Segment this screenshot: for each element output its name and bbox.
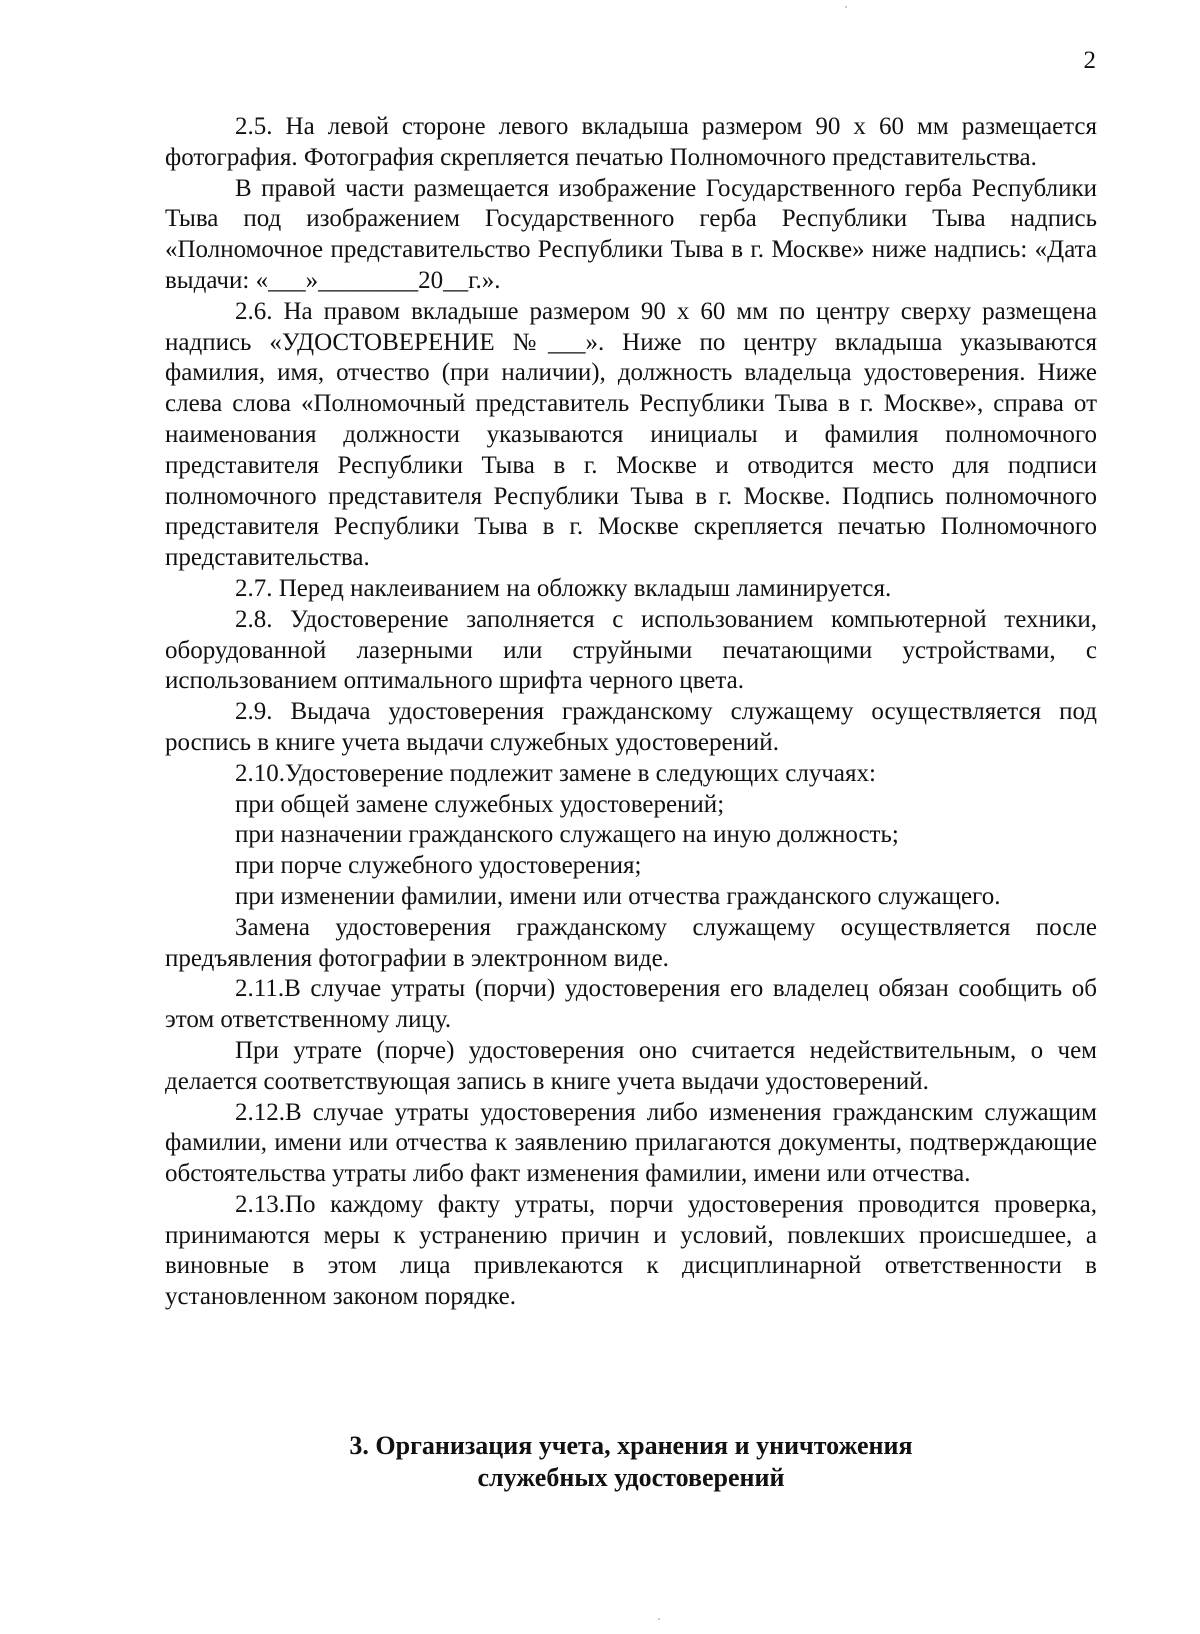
paragraph-2-11: 2.11.В случае утраты (порчи) удостоверения его владелец обязан сообщить об этом ответственному лицу.: [165, 975, 1097, 1034]
paragraph-2-6: 2.6. На правом вкладыше размером 90 х 60 мм по центру сверху размещена надпись «УДОСТОВЕРЕНИЕ №___». Ниже по центру вкладыша указываются фамилия, имя, отчество (при наличии), должность владельца удостоверения. Ниже слева слова «Полномочный представитель Республики Тыва в г. Москве», справа от наименования должности указываются инициалы и фамилия полномочного представителя Республики Тыва в г. Москве и отводится место для подписи полномочного представителя Республики Тыва в г. Москве. Подпись полномочного представителя Республики Тыва в г. Москве скрепляется печатью Полномочного представительства.: [165, 297, 1097, 572]
section-heading: [165, 1430, 1097, 1494]
page-number: 2: [1083, 47, 1096, 74]
list-item-replacement-case: при изменении фамилии, имени или отчества гражданского служащего.: [235, 882, 1001, 910]
list-item-replacement-case: при порче служебного удостоверения;: [235, 852, 642, 880]
paragraph-2-7: 2.7. Перед наклеиванием на обложку вкладыш ламинируется.: [235, 574, 892, 602]
scan-dust-mark: [658, 1618, 660, 1620]
paragraph-2-12: 2.12.В случае утраты удостоверения либо изменения гражданским служащим фамилии, имени или отчества к заявлению прилагаются документы, подтверждающие обстоятельства утраты либо факт изменения фамилии, имени или отчества.: [165, 1098, 1097, 1188]
paragraph-2-10: 2.10.Удостоверение подлежит замене в следующих случаях:: [235, 759, 876, 787]
document-body: [165, 112, 1097, 1313]
list-item-replacement-case: при общей замене служебных удостоверений;: [235, 790, 725, 818]
paragraph-2-8: 2.8. Удостоверение заполняется с использованием компьютерной техники, оборудованной лазерными или струйными печатающими устройствами, с использованием оптимального шрифта черного цвета.: [165, 605, 1097, 695]
section-heading-line-2: служебных удостоверений: [477, 1463, 785, 1492]
paragraph-loss-note: При утрате (порче) удостоверения оно считается недействительным, о чем делается соответствующая запись в книге учета выдачи удостоверений.: [165, 1036, 1097, 1095]
paragraph-2-5: 2.5. На левой стороне левого вкладыша размером 90 х 60 мм размещается фотография. Фотография скрепляется печатью Полномочного представительства.: [165, 113, 1097, 171]
paragraph-replacement-note: Замена удостоверения гражданскому служащему осуществляется после предъявления фотографии в электронном виде.: [165, 913, 1097, 972]
section-heading-line-1: 3. Организация учета, хранения и уничтожения: [349, 1431, 913, 1460]
paragraph-2-5-right-part: В правой части размещается изображение Государственного герба Республики Тыва под изображением Государственного герба Республики Тыва надпись «Полномочное представительство Республики Тыва в г. Москве» ниже надпись: «Дата выдачи: «___»________20__г.».: [165, 174, 1097, 294]
paragraph-2-9: 2.9. Выдача удостоверения гражданскому служащему осуществляется под роспись в книге учета выдачи служебных удостоверений.: [165, 698, 1097, 756]
list-item-replacement-case: при назначении гражданского служащего на иную должность;: [235, 821, 899, 849]
paragraph-2-13: 2.13.По каждому факту утраты, порчи удостоверения проводится проверка, принимаются меры к устранению причин и условий, повлекших происшедшее, а виновные в этом лица привлекаются к дисциплинарной ответственности в установленном законом порядке.: [165, 1190, 1097, 1311]
scan-dust-mark: [845, 6, 847, 8]
